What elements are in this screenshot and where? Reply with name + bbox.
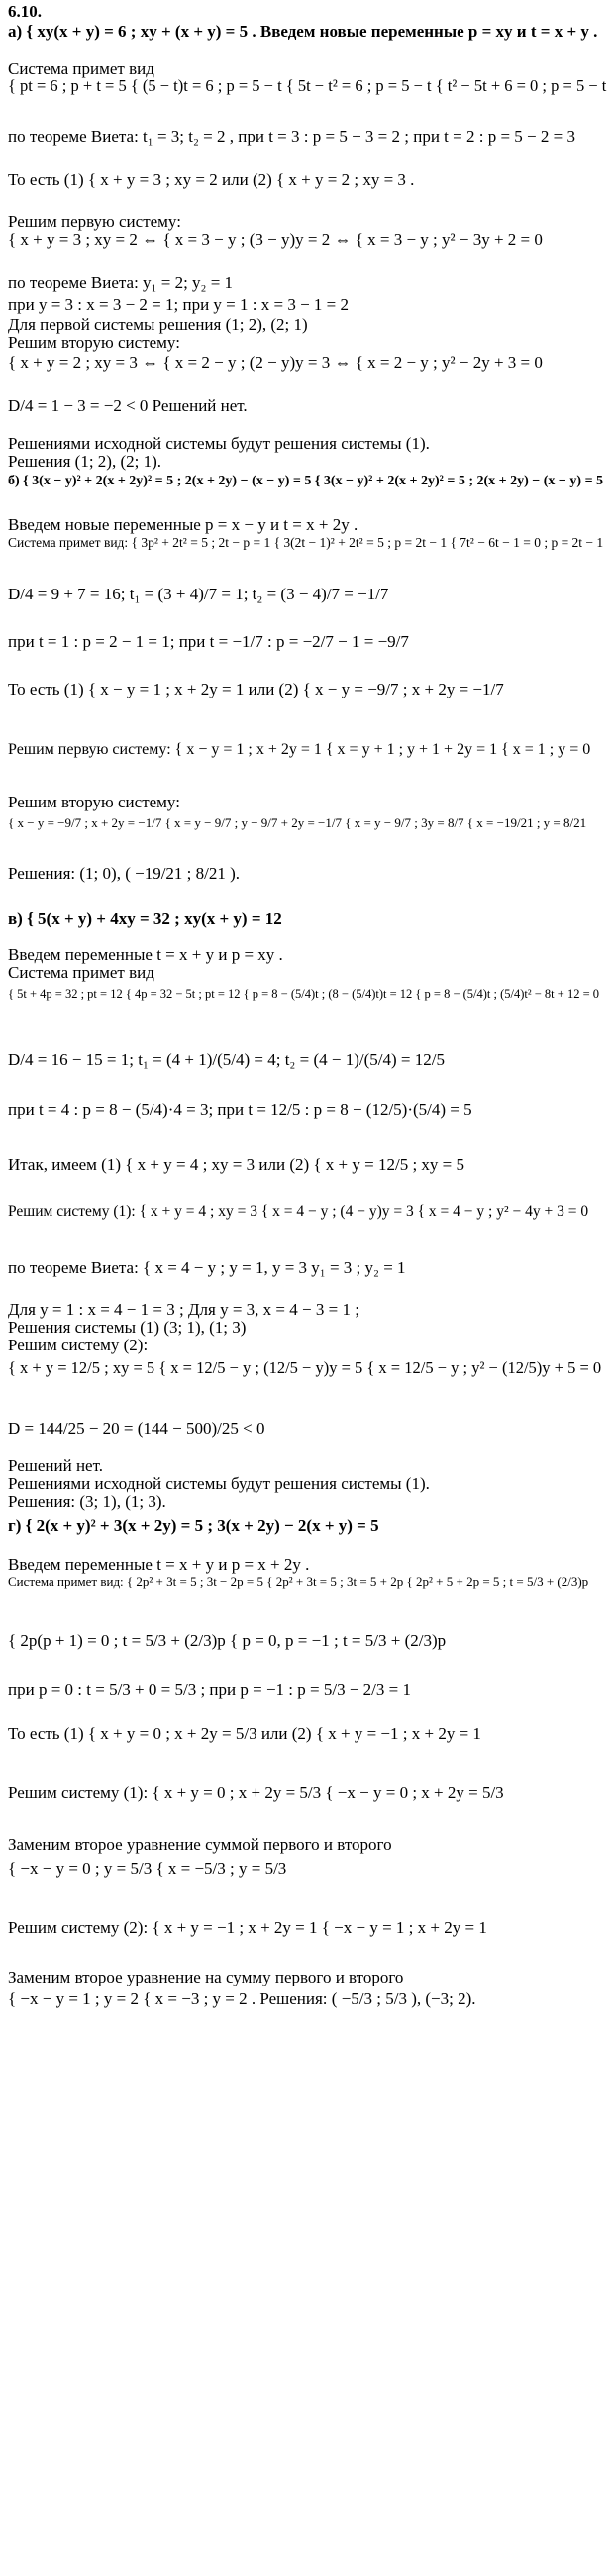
solution-line-g11: Заменим второе уравнение на сумму первого и второго [8, 1968, 404, 1986]
solution-line-a1: а) { xy(x + y) = 6 ; xy + (x + y) = 5 . Введем новые переменные p = xy и t = x + y . [8, 22, 598, 41]
solution-line-b4: D/4 = 9 + 7 = 16; t₁ = (3 + 4)/7 = 1; t₂ = (3 − 4)/7 = −1/7 [8, 585, 389, 603]
solution-line-g1: г) { 2(x + y)² + 3(x + 2y) = 5 ; 3(x + 2y) − 2(x + y) = 5 [8, 1516, 379, 1535]
solution-line-g8: Заменим второе уравнение суммой первого и второго [8, 1835, 392, 1854]
solution-line-v5: D/4 = 16 − 15 = 1; t₁ = (4 + 1)/(5/4) = 4; t₂ = (4 − 1)/(5/4) = 12/5 [8, 1050, 445, 1069]
solution-line-v9: по теореме Виета: { x = 4 − y ; y = 1, y = 3 y₁ = 3 ; y₂ = 1 [8, 1258, 406, 1277]
solution-line-v6: при t = 4 : p = 8 − (5/4)·4 = 3; при t = 12/5 : p = 8 − (12/5)·(5/4) = 5 [8, 1100, 472, 1119]
solution-line-a12: { x + y = 2 ; xy = 3 ⇔ { x = 2 − y ; (2 − y)y = 3 ⇔ { x = 2 − y ; y² − 2y + 3 = 0 [8, 353, 543, 372]
solution-line-a13: D/4 = 1 − 3 = −2 < 0 Решений нет. [8, 396, 248, 415]
solution-line-a6: Решим первую систему: [8, 212, 181, 231]
solution-line-g5: при p = 0 : t = 5/3 + 0 = 5/3 ; при p = −1 : p = 5/3 − 2/3 = 1 [8, 1680, 411, 1699]
solution-line-v7: Итак, имеем (1) { x + y = 4 ; xy = 3 или (2) { x + y = 12/5 ; xy = 5 [8, 1155, 465, 1174]
solution-line-g9: { −x − y = 0 ; y = 5/3 { x = −5/3 ; y = 5/3 [8, 1859, 287, 1878]
solution-line-b5: при t = 1 : p = 2 − 1 = 1; при t = −1/7 : p = −2/7 − 1 = −9/7 [8, 632, 409, 651]
solution-line-b9: { x − y = −9/7 ; x + 2y = −1/7 { x = y − 9/7 ; y − 9/7 + 2y = −1/7 { x = y − 9/7 ; 3y = 8/7 { x = −19/21 ; y = 8/21 [8, 815, 587, 830]
solution-line-v2: Введем переменные t = x + y и p = xy . [8, 945, 283, 964]
solution-line-a2: Система примет вид [8, 59, 154, 78]
solution-line-b10: Решения: (1; 0), ( −19/21 ; 8/21 ). [8, 864, 241, 883]
solution-line-g2: Введем переменные t = x + y и p = x + 2y . [8, 1556, 310, 1574]
solution-line-b6: То есть (1) { x − y = 1 ; x + 2y = 1 или (2) { x − y = −9/7 ; x + 2y = −1/7 [8, 680, 504, 698]
solution-line-v13: { x + y = 12/5 ; xy = 5 { x = 12/5 − y ; (12/5 − y)y = 5 { x = 12/5 − y ; y² − (12/5)y + 5 = 0 [8, 1358, 602, 1377]
solution-line-b1: б) { 3(x − y)² + 2(x + 2y)² = 5 ; 2(x + 2y) − (x − y) = 5 { 3(x − y)² + 2(x + 2y)² = 5 ; 2(x + 2y) − (x − y) = 5 [8, 474, 604, 488]
solution-line-v16: Решениями исходной системы будут решения системы (1). [8, 1474, 430, 1493]
solution-line-b8: Решим вторую систему: [8, 793, 180, 811]
solution-line-a8: по теореме Виета: y₁ = 2; y₂ = 1 [8, 273, 234, 292]
solution-line-a10: Для первой системы решения (1; 2), (2; 1) [8, 315, 308, 334]
solution-line-g10: Решим систему (2): { x + y = −1 ; x + 2y = 1 { −x − y = 1 ; x + 2y = 1 [8, 1918, 487, 1937]
solution-line-v14: D = 144/25 − 20 = (144 − 500)/25 < 0 [8, 1419, 265, 1438]
solution-line-v10: Для y = 1 : x = 4 − 1 = 3 ; Для y = 3, x = 4 − 3 = 1 ; [8, 1300, 359, 1319]
solution-line-v4: { 5t + 4p = 32 ; pt = 12 { 4p = 32 − 5t ; pt = 12 { p = 8 − (5/4)t ; (8 − (5/4)t)t = 12 { p = 8 − (5/4)t ; (5/4)t² − 8t + 12 = 0 [8, 987, 600, 1001]
solution-line-g6: То есть (1) { x + y = 0 ; x + 2y = 5/3 или (2) { x + y = −1 ; x + 2y = 1 [8, 1724, 481, 1743]
solution-line-a5: То есть (1) { x + y = 3 ; xy = 2 или (2) { x + y = 2 ; xy = 3 . [8, 170, 415, 189]
solution-line-g7: Решим систему (1): { x + y = 0 ; x + 2y = 5/3 { −x − y = 0 ; x + 2y = 5/3 [8, 1783, 504, 1802]
solution-line-g12: { −x − y = 1 ; y = 2 { x = −3 ; y = 2 . Решения: ( −5/3 ; 5/3 ), (−3; 2). [8, 1989, 476, 2008]
solution-line-a14: Решениями исходной системы будут решения системы (1). [8, 434, 430, 453]
solution-line-a9: при y = 3 : x = 3 − 2 = 1; при y = 1 : x = 3 − 1 = 2 [8, 295, 350, 314]
solution-line-b2: Введем новые переменные p = x − y и t = x + 2y . [8, 515, 358, 534]
solution-line-v11: Решения системы (1) (3; 1), (1; 3) [8, 1318, 247, 1337]
solution-line-a15: Решения (1; 2), (2; 1). [8, 452, 162, 471]
solution-line-v12: Решим систему (2): [8, 1336, 149, 1354]
solution-line-a11: Решим вторую систему: [8, 333, 180, 352]
solution-line-b3: Система примет вид: { 3p² + 2t² = 5 ; 2t − p = 1 { 3(2t − 1)² + 2t² = 5 ; p = 2t − 1 { 7t² − 6t − 1 = 0 ; p = 2t − 1 [8, 535, 604, 550]
solution-line-v1: в) { 5(x + y) + 4xy = 32 ; xy(x + y) = 12 [8, 910, 282, 928]
solution-line-a4: по теореме Виета: t₁ = 3; t₂ = 2 , при t = 3 : p = 5 − 3 = 2 ; при t = 2 : p = 5 − 2 = 3 [8, 127, 575, 146]
solution-line-a3: { pt = 6 ; p + t = 5 { (5 − t)t = 6 ; p = 5 − t { 5t − t² = 6 ; p = 5 − t { t² − 5t + 6 = 0 ; p = 5 − t [8, 76, 607, 95]
solution-line-v3: Система примет вид [8, 963, 154, 982]
problem-number: 6.10. [8, 2, 42, 21]
solution-line-v15: Решений нет. [8, 1456, 103, 1475]
solution-line-g4: { 2p(p + 1) = 0 ; t = 5/3 + (2/3)p { p = 0, p = −1 ; t = 5/3 + (2/3)p [8, 1631, 447, 1650]
solution-line-v8: Решим систему (1): { x + y = 4 ; xy = 3 { x = 4 − y ; (4 − y)y = 3 { x = 4 − y ; y² − 4y + 3 = 0 [8, 1203, 589, 1220]
solution-line-b7: Решим первую систему: { x − y = 1 ; x + 2y = 1 { x = y + 1 ; y + 1 + 2y = 1 { x = 1 ; y = 0 [8, 741, 591, 758]
solution-line-g3: Система примет вид: { 2p² + 3t = 5 ; 3t − 2p = 5 { 2p² + 3t = 5 ; 3t = 5 + 2p { 2p² + 5 + 2p = 5 ; t = 5/3 + (2/3)p [8, 1574, 589, 1589]
solution-line-a7: { x + y = 3 ; xy = 2 ⇔ { x = 3 − y ; (3 − y)y = 2 ⇔ { x = 3 − y ; y² − 3y + 2 = 0 [8, 230, 543, 249]
solution-line-v17: Решения: (3; 1), (1; 3). [8, 1492, 166, 1511]
